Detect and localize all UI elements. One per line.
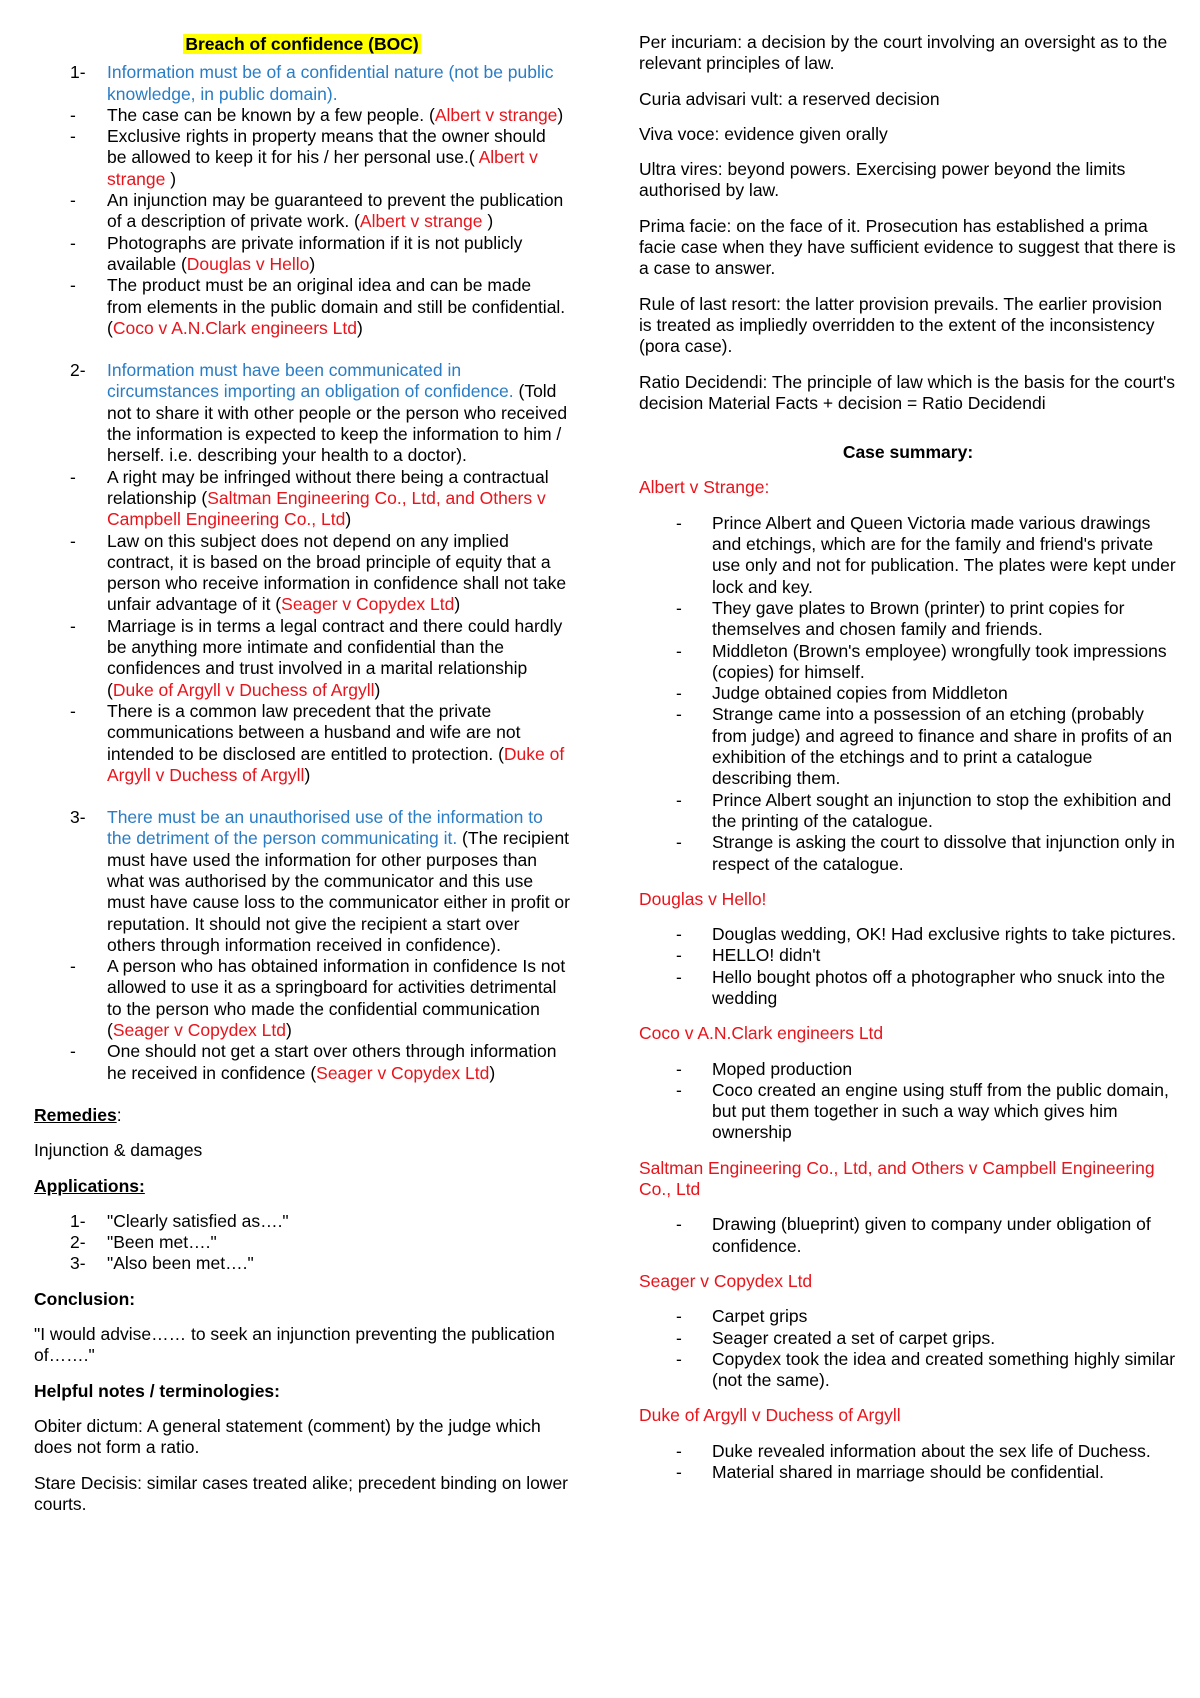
case-bullet-text: Prince Albert and Queen Victoria made various drawings and etchings, which are for the family and friend's private use only and not for publication. The plates were kept under lock and key.: [712, 512, 1176, 597]
case-reference: Duke of Argyll v Duchess of Argyll: [112, 679, 375, 700]
bullet-text: ): [454, 594, 461, 615]
terminology-note: Stare Decisis: similar cases treated alike; precedent binding on lower courts.: [34, 1472, 569, 1514]
case-bullet-text: Material shared in marriage should be confidential.: [712, 1462, 1105, 1483]
case-reference: Saltman Engineering Co., Ltd, and Others v Campbell Engineering Co., Ltd: [107, 487, 546, 530]
applications-heading: Applications:: [34, 1175, 145, 1196]
bullet-text: Law on this subject does not depend on any implied contract, it is based on the broad principle of equity that a person who receive information in confidence shall not take unfair advantage of it (: [107, 530, 567, 615]
application-item: [34, 1253, 570, 1274]
dash-marker: -: [676, 704, 682, 725]
terminology-note: Ultra vires: beyond powers. Exercising power beyond the limits authorised by law.: [639, 159, 1126, 201]
case-bullet: [639, 641, 1177, 684]
case-title: Douglas v Hello!: [639, 888, 767, 909]
bullet-item: [34, 275, 570, 339]
case-bullet: [639, 1441, 1177, 1462]
bullet-text: ): [309, 253, 316, 274]
element-heading: [34, 62, 570, 105]
case-title: Albert v Strange:: [639, 477, 770, 498]
case-bullet: [639, 1328, 1177, 1349]
remedies-text: Injunction & damages: [34, 1140, 203, 1161]
helpful-notes-right: [639, 32, 1177, 414]
case-bullet-text: Middleton (Brown's employee) wrongfully took impressions (copies) for himself.: [712, 640, 1167, 682]
dash-marker: -: [676, 1327, 682, 1348]
spacer: [639, 110, 1177, 124]
conclusion-text: "I would advise…… to seek an injunction preventing the publication of…….": [34, 1324, 555, 1366]
application-number: 2-: [70, 1232, 86, 1253]
dash-marker: -: [70, 466, 76, 487]
dash-marker: -: [70, 275, 76, 296]
bullet-item: [34, 126, 570, 190]
application-text: "Been met….": [107, 1232, 217, 1253]
dash-marker: -: [676, 1462, 682, 1483]
case-reference: Douglas v Hello: [186, 253, 310, 274]
element-heading: [34, 807, 570, 956]
spacer: [34, 1459, 570, 1473]
element-number: 3-: [70, 807, 86, 828]
terminology-note: Ratio Decidendi: The principle of law which is the basis for the court's decision Material Facts + decision = Ratio Decidendi: [639, 371, 1176, 413]
terminology-note: Per incuriam: a decision by the court involving an oversight as to the relevant principles of law.: [639, 32, 1168, 74]
case-title: Seager v Copydex Ltd: [639, 1270, 813, 1291]
case-summary-heading: Case summary:: [842, 442, 974, 463]
terminology-note: Rule of last resort: the latter provision prevails. The earlier provision is treated as impliedly overridden to the extent of the inconsistency (pora case).: [639, 293, 1162, 357]
dash-marker: -: [676, 945, 682, 966]
dash-marker: -: [676, 1058, 682, 1079]
case-bullet-text: Copydex took the idea and created something highly similar (not the same).: [712, 1348, 1176, 1391]
case-bullet: [639, 1349, 1177, 1392]
bullet-item: [34, 956, 570, 1041]
spacer: [639, 499, 1177, 513]
bullet-item: [34, 233, 570, 276]
case-bullet-text: Coco created an engine using stuff from the public domain, but put them together in such a way which gives him ownership: [712, 1079, 1169, 1143]
boc-elements: [34, 62, 570, 1084]
bullet-item: [34, 531, 570, 616]
case-bullet: [639, 924, 1177, 945]
document-title: Breach of confidence (BOC): [185, 34, 419, 54]
case-reference: Coco v A.N.Clark engineers Ltd: [112, 317, 357, 338]
spacer: [639, 75, 1177, 89]
conclusion-heading: Conclusion:: [34, 1288, 136, 1309]
dash-marker: -: [70, 104, 76, 125]
dash-marker: -: [676, 1306, 682, 1327]
case-bullet-text: Moped production: [712, 1058, 853, 1079]
bullet-text: Marriage is in terms a legal contract and there could hardly be anything more intimate and confidential than the confidences and trust involved in a marital relationship (: [107, 615, 563, 700]
element-explanation: (Told not to share it with other people or the person who received the information is expected to keep the information to him / herself. i.e. describing your health to a doctor).: [107, 381, 568, 466]
spacer: [639, 1427, 1177, 1441]
applications-list: [34, 1211, 570, 1275]
case-bullet-text: Carpet grips: [712, 1306, 808, 1327]
dash-marker: -: [70, 956, 76, 977]
element-number: 2-: [70, 360, 86, 381]
dash-marker: -: [70, 126, 76, 147]
dash-marker: -: [70, 700, 76, 721]
spacer: [639, 1200, 1177, 1214]
case-bullet: [639, 1214, 1177, 1257]
case-bullet: [639, 1080, 1177, 1144]
case-bullet: [639, 945, 1177, 966]
bullet-text: ): [489, 1062, 496, 1083]
dash-marker: -: [676, 1348, 682, 1369]
case-reference: Seager v Copydex Ltd: [281, 594, 455, 615]
left-column: [34, 0, 570, 1515]
dash-marker: -: [676, 924, 682, 945]
bullet-item: [34, 105, 570, 126]
case-bullet: [639, 683, 1177, 704]
case-bullet: [639, 598, 1177, 641]
case-bullet-text: Strange is asking the court to dissolve that injunction only in respect of the catalogue.: [712, 832, 1176, 874]
bullet-item: [34, 467, 570, 531]
bullet-text: One should not get a start over others through information he received in confidence (: [107, 1041, 557, 1083]
dash-marker: -: [70, 190, 76, 211]
case-bullet-text: HELLO! didn't: [712, 945, 821, 966]
right-column: [639, 0, 1177, 1483]
bullet-text: ): [557, 104, 564, 125]
case-bullet: [639, 832, 1177, 875]
bullet-text: The product must be an original idea and can be made from elements in the public domain and still be confidential. (: [107, 275, 566, 338]
bullet-text: ): [345, 509, 352, 530]
case-reference: Albert v strange: [359, 211, 483, 232]
dash-marker: -: [70, 1041, 76, 1062]
element-title: Information must have been communicated in circumstances importing an obligation of confidence.: [107, 360, 514, 402]
bullet-text: The case can be known by a few people. (: [107, 104, 435, 125]
dash-marker: -: [70, 232, 76, 253]
application-text: "Also been met….": [107, 1253, 254, 1274]
case-reference: Albert v strange: [434, 104, 558, 125]
terminology-note: Curia advisari vult: a reserved decision: [639, 88, 940, 109]
spacer: [639, 1257, 1177, 1271]
bullet-text: A person who has obtained information in confidence Is not allowed to use it as a springboard for activities detrimental to the person who made the confidential communication (: [107, 956, 566, 1041]
dash-marker: -: [676, 789, 682, 810]
case-bullet-text: Douglas wedding, OK! Had exclusive rights to take pictures.: [712, 924, 1176, 945]
bullet-text: There is a common law precedent that the private communications between a husband and wife are not intended to be disclosed are entitled to protection. (: [107, 700, 521, 764]
bullet-item: [34, 701, 570, 786]
case-summary-list: [639, 477, 1177, 1483]
case-title: Coco v A.N.Clark engineers Ltd: [639, 1023, 884, 1044]
spacer: [639, 145, 1177, 159]
case-bullet: [639, 1059, 1177, 1080]
spacer: [639, 1292, 1177, 1306]
element-title: There must be an unauthorised use of the information to the detriment of the person communicating it.: [107, 807, 543, 849]
spacer: [639, 1391, 1177, 1405]
bullet-text: An injunction may be guaranteed to prevent the publication of a description of private work. (: [107, 190, 564, 232]
spacer: [639, 1009, 1177, 1023]
dash-marker: -: [676, 966, 682, 987]
terminology-note: Viva voce: evidence given orally: [639, 123, 888, 144]
dash-marker: -: [676, 512, 682, 533]
case-bullet: [639, 1306, 1177, 1327]
spacer: [639, 910, 1177, 924]
case-bullet: [639, 1462, 1177, 1483]
application-item: [34, 1211, 570, 1232]
case-bullet: [639, 513, 1177, 598]
case-bullet-text: Seager created a set of carpet grips.: [712, 1327, 996, 1348]
spacer: [639, 875, 1177, 889]
spacer: [639, 1045, 1177, 1059]
terminology-note: Prima facie: on the face of it. Prosecution has established a prima facie case when they have sufficient evidence to suggest that there is a case to answer.: [639, 215, 1176, 279]
case-title: Duke of Argyll v Duchess of Argyll: [639, 1405, 901, 1426]
dash-marker: -: [676, 1440, 682, 1461]
spacer: [639, 280, 1177, 294]
bullet-text: ): [356, 317, 363, 338]
bullet-item: [34, 616, 570, 701]
element-explanation: (The recipient must have used the information for other purposes than what was authorised by the communicator and this use must have cause loss to the communicator either in profit or reputation. It should not give the recipient a start over others through information received in confidence).: [107, 828, 570, 955]
dash-marker: -: [676, 683, 682, 704]
case-bullet-text: They gave plates to Brown (printer) to print copies for themselves and chosen family and friends.: [712, 597, 1125, 640]
helpful-heading: Helpful notes / terminologies:: [34, 1380, 280, 1401]
spacer: [34, 786, 570, 807]
dash-marker: -: [70, 615, 76, 636]
spacer: [639, 1144, 1177, 1158]
dash-marker: -: [70, 530, 76, 551]
dash-marker: -: [676, 1079, 682, 1100]
element-title: Information must be of a confidential nature (not be public knowledge, in public domain).: [107, 62, 554, 104]
bullet-item: [34, 190, 570, 233]
bullet-text: Exclusive rights in property means that the owner should be allowed to keep it for his / her personal use.(: [107, 126, 546, 168]
remedies-heading: Remedies: [34, 1104, 117, 1125]
case-title: Saltman Engineering Co., Ltd, and Others v Campbell Engineering Co., Ltd: [639, 1157, 1155, 1200]
bullet-item: [34, 1041, 570, 1084]
case-reference: Seager v Copydex Ltd: [316, 1062, 490, 1083]
dash-marker: -: [676, 832, 682, 853]
application-number: 3-: [70, 1253, 86, 1274]
bullet-text: ): [482, 211, 494, 232]
case-reference: Seager v Copydex Ltd: [112, 1020, 286, 1041]
helpful-notes-left: [34, 1416, 570, 1515]
bullet-text: Photographs are private information if it is not publicly available (: [107, 232, 523, 274]
bullet-text: ): [286, 1020, 292, 1041]
case-bullet: [639, 790, 1177, 833]
case-bullet-text: Judge obtained copies from Middleton: [712, 683, 1008, 704]
case-reference: Duke of Argyll v Duchess of Argyll: [107, 743, 565, 785]
case-bullet: [639, 704, 1177, 789]
application-item: [34, 1232, 570, 1253]
case-bullet-text: Prince Albert sought an injunction to stop the exhibition and the printing of the catalogue.: [712, 789, 1172, 831]
case-bullet: [639, 967, 1177, 1010]
terminology-note: Obiter dictum: A general statement (comment) by the judge which does not form a ratio.: [34, 1415, 541, 1458]
remedies-colon: :: [116, 1104, 122, 1125]
application-number: 1-: [70, 1210, 86, 1231]
dash-marker: -: [676, 597, 682, 618]
case-bullet-text: Hello bought photos off a photographer who snuck into the wedding: [712, 966, 1166, 1008]
bullet-text: ): [304, 764, 311, 785]
element-number: 1-: [70, 62, 86, 83]
element-heading: [34, 360, 570, 466]
spacer: [639, 202, 1177, 216]
dash-marker: -: [676, 640, 682, 661]
spacer: [34, 339, 570, 360]
spacer: [639, 358, 1177, 372]
dash-marker: -: [676, 1214, 682, 1235]
case-reference: Albert v strange: [107, 147, 538, 189]
application-text: "Clearly satisfied as….": [107, 1210, 289, 1231]
bullet-text: A right may be infringed without there being a contractual relationship (: [107, 466, 549, 508]
case-bullet-text: Duke revealed information about the sex life of Duchess.: [712, 1440, 1151, 1461]
bullet-text: ): [374, 679, 381, 700]
case-bullet-text: Drawing (blueprint) given to company under obligation of confidence.: [712, 1214, 1151, 1256]
case-bullet-text: Strange came into a possession of an etching (probably from judge) and agreed to finance and share in profits of an exhibition of the etchings and to print a catalogue describing them.: [712, 704, 1173, 789]
bullet-text: ): [165, 168, 177, 189]
